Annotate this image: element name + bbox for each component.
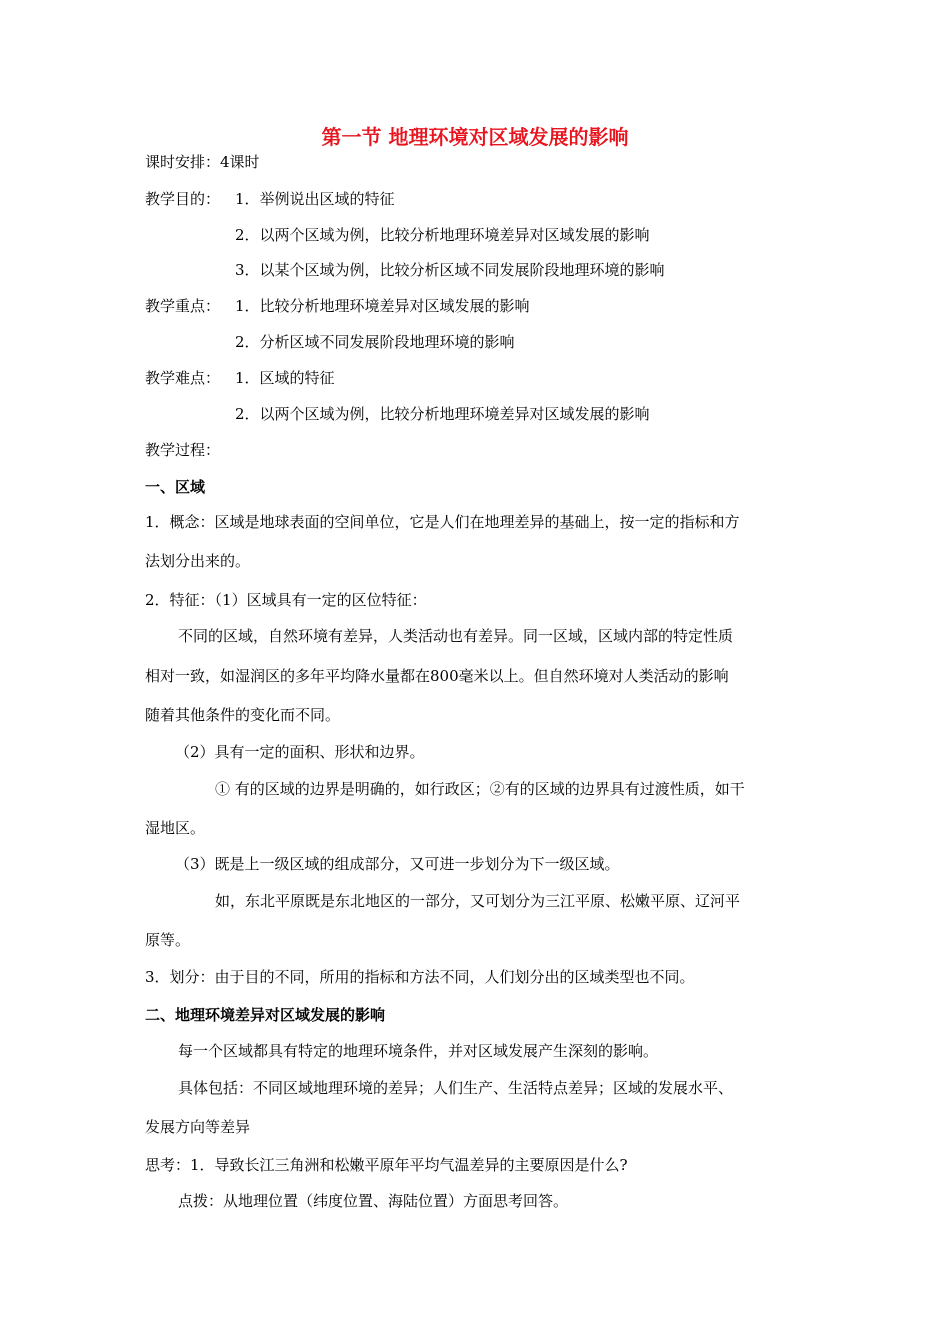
schedule-line: 课时安排：4课时 xyxy=(145,153,260,171)
division-line: 3．划分：由于目的不同，所用的指标和方法不同，人们划分出的区域类型也不同。 xyxy=(145,968,695,986)
difficulties-label: 教学难点： xyxy=(145,369,221,387)
key-points-label: 教学重点： xyxy=(145,297,221,315)
section2-heading: 二、地理环境差异对区域发展的影响 xyxy=(145,1006,386,1024)
page-title: 第一节 地理环境对区域发展的影响 xyxy=(321,125,629,149)
feature-paragraph-line: 原等。 xyxy=(145,931,191,949)
key-point-item: 1．比较分析地理环境差异对区域发展的影响 xyxy=(235,297,530,315)
concept-line: 法划分出来的。 xyxy=(145,552,251,570)
feature-paragraph-line: 湿地区。 xyxy=(145,819,206,837)
feature-line: 2．特征：（1）区域具有一定的区位特征： xyxy=(145,591,427,609)
section2-paragraph-line: 每一个区域都具有特定的地理环境条件，并对区域发展产生深刻的影响。 xyxy=(178,1042,659,1060)
section2-paragraph-line: 发展方向等差异 xyxy=(145,1118,251,1136)
feature-paragraph-line: 随着其他条件的变化而不同。 xyxy=(145,706,341,724)
hint-line: 点拨：从地理位置（纬度位置、海陆位置）方面思考回答。 xyxy=(178,1192,569,1210)
difficulty-item: 1．区域的特征 xyxy=(235,369,335,387)
section2-paragraph-line: 具体包括：不同区域地理环境的差异；人们生产、生活特点差异；区域的发展水平、 xyxy=(178,1079,734,1097)
objective-item: 1．举例说出区域的特征 xyxy=(235,190,395,208)
section1-heading: 一、区域 xyxy=(145,478,206,496)
difficulty-item: 2．以两个区域为例，比较分析地理环境差异对区域发展的影响 xyxy=(235,405,650,423)
objective-item: 2．以两个区域为例，比较分析地理环境差异对区域发展的影响 xyxy=(235,226,650,244)
feature-paragraph-line: 如，东北平原既是东北地区的一部分，又可划分为三江平原、松嫩平原、辽河平 xyxy=(215,892,741,910)
feature-line: （3）既是上一级区域的组成部分，又可进一步划分为下一级区域。 xyxy=(175,855,620,873)
objective-item: 3．以某个区域为例，比较分析区域不同发展阶段地理环境的影响 xyxy=(235,261,665,279)
concept-line: 1．概念：区域是地球表面的空间单位，它是人们在地理差异的基础上，按一定的指标和方 xyxy=(145,513,740,531)
feature-paragraph-line: 不同的区域，自然环境有差异，人类活动也有差异。同一区域，区域内部的特定性质 xyxy=(178,627,734,645)
objectives-label: 教学目的： xyxy=(145,190,221,208)
think-question: 思考：1．导致长江三角洲和松嫩平原年平均气温差异的主要原因是什么? xyxy=(145,1156,628,1174)
process-label: 教学过程： xyxy=(145,441,221,459)
key-point-item: 2．分析区域不同发展阶段地理环境的影响 xyxy=(235,333,515,351)
feature-line: （2）具有一定的面积、形状和边界。 xyxy=(175,743,425,761)
feature-paragraph-line: ① 有的区域的边界是明确的，如行政区；②有的区域的边界具有过渡性质，如干 xyxy=(215,780,745,798)
feature-paragraph-line: 相对一致，如湿润区的多年平均降水量都在800毫米以上。但自然环境对人类活动的影响 xyxy=(145,667,729,685)
